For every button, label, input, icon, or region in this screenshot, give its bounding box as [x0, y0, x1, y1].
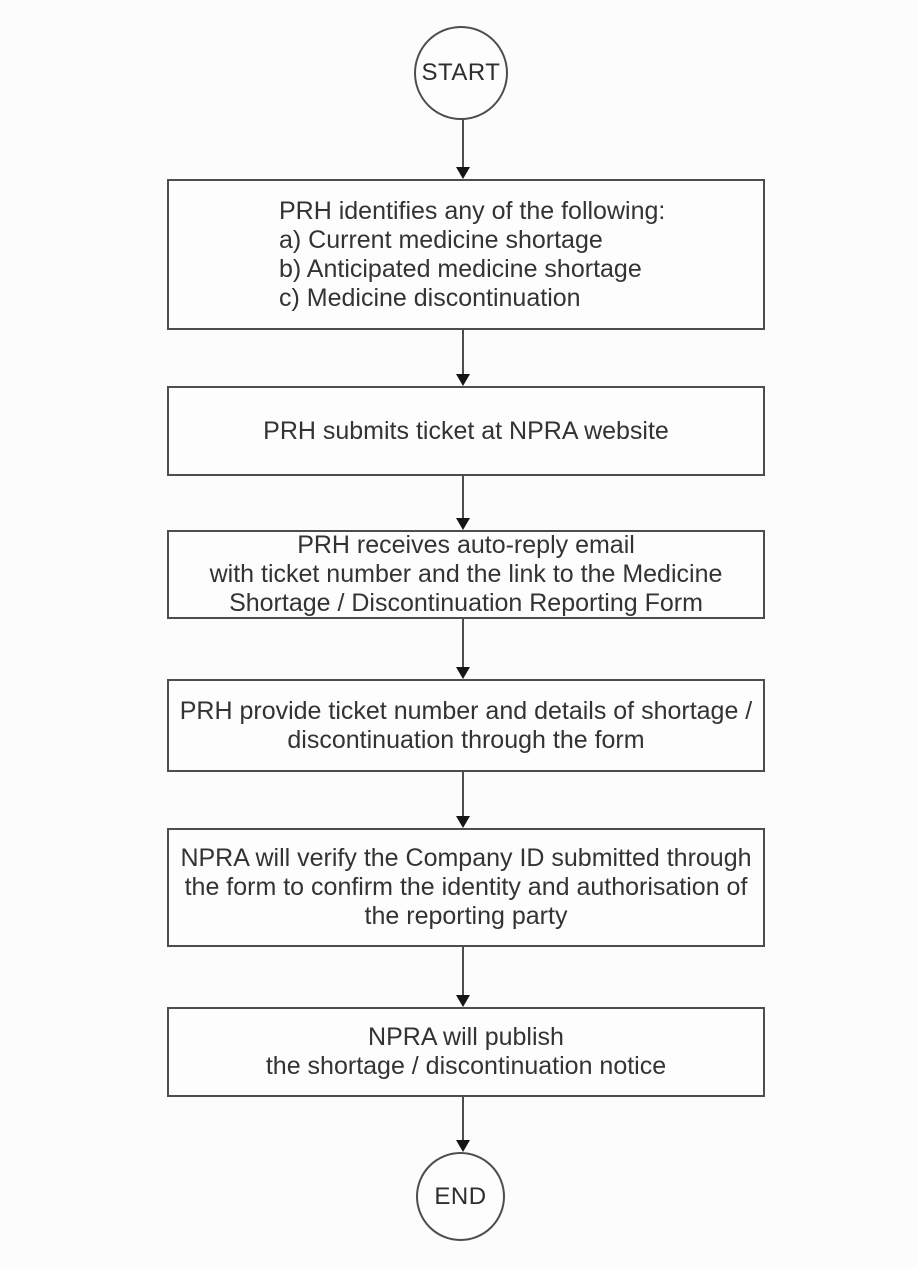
arrowhead-icon	[456, 167, 470, 179]
box-text-line: PRH provide ticket number and details of shortage /	[179, 696, 753, 725]
arrowhead-icon	[456, 518, 470, 530]
box-text-line: Shortage / Discontinuation Reporting Form	[229, 589, 703, 617]
flow-arrow	[456, 1097, 470, 1152]
box-text-line: PRH identifies any of the following:	[279, 196, 666, 225]
arrowhead-icon	[456, 995, 470, 1007]
start-label: START	[421, 59, 501, 86]
arrow-shaft	[462, 1097, 464, 1143]
process-box-identify-shortage	[167, 179, 765, 330]
box-text-line: the form to confirm the identity and authorisation of	[184, 873, 748, 901]
arrowhead-icon	[456, 667, 470, 679]
arrowhead-icon	[456, 1140, 470, 1152]
flow-arrow	[456, 772, 470, 828]
arrow-shaft	[462, 119, 464, 170]
flow-arrow	[456, 476, 470, 530]
arrow-shaft	[462, 619, 464, 670]
box-text-line: NPRA will publish	[368, 1023, 564, 1051]
flow-arrow	[456, 619, 470, 679]
box-text-line: PRH receives auto-reply email	[297, 531, 635, 559]
flow-arrow	[456, 330, 470, 386]
end-node	[416, 1152, 505, 1241]
box-text-line: c) Medicine discontinuation	[279, 283, 581, 312]
process-box-receive-auto-reply	[167, 530, 765, 619]
process-box-verify-company-id	[167, 828, 765, 947]
arrow-shaft	[462, 947, 464, 998]
box-text-line: with ticket number and the link to the Medicine	[209, 560, 723, 588]
arrow-shaft	[462, 330, 464, 377]
box-text-line: discontinuation through the form	[287, 725, 645, 754]
box-text-line: the reporting party	[364, 902, 568, 930]
box-text-line: NPRA will verify the Company ID submitted through	[180, 844, 752, 872]
arrow-shaft	[462, 476, 464, 521]
box-text-line: PRH submits ticket at NPRA website	[263, 416, 669, 445]
flow-arrow	[456, 947, 470, 1007]
process-box-provide-details	[167, 679, 765, 772]
flow-arrow	[456, 119, 470, 179]
arrowhead-icon	[456, 374, 470, 386]
box-text-line: the shortage / discontinuation notice	[265, 1052, 667, 1080]
start-node	[414, 26, 508, 120]
arrow-shaft	[462, 772, 464, 819]
arrowhead-icon	[456, 816, 470, 828]
box-text-line: a) Current medicine shortage	[279, 225, 603, 254]
process-box-submit-ticket	[167, 386, 765, 476]
process-box-publish-notice	[167, 1007, 765, 1097]
box-text-line: b) Anticipated medicine shortage	[279, 254, 642, 283]
end-label: END	[434, 1182, 487, 1210]
